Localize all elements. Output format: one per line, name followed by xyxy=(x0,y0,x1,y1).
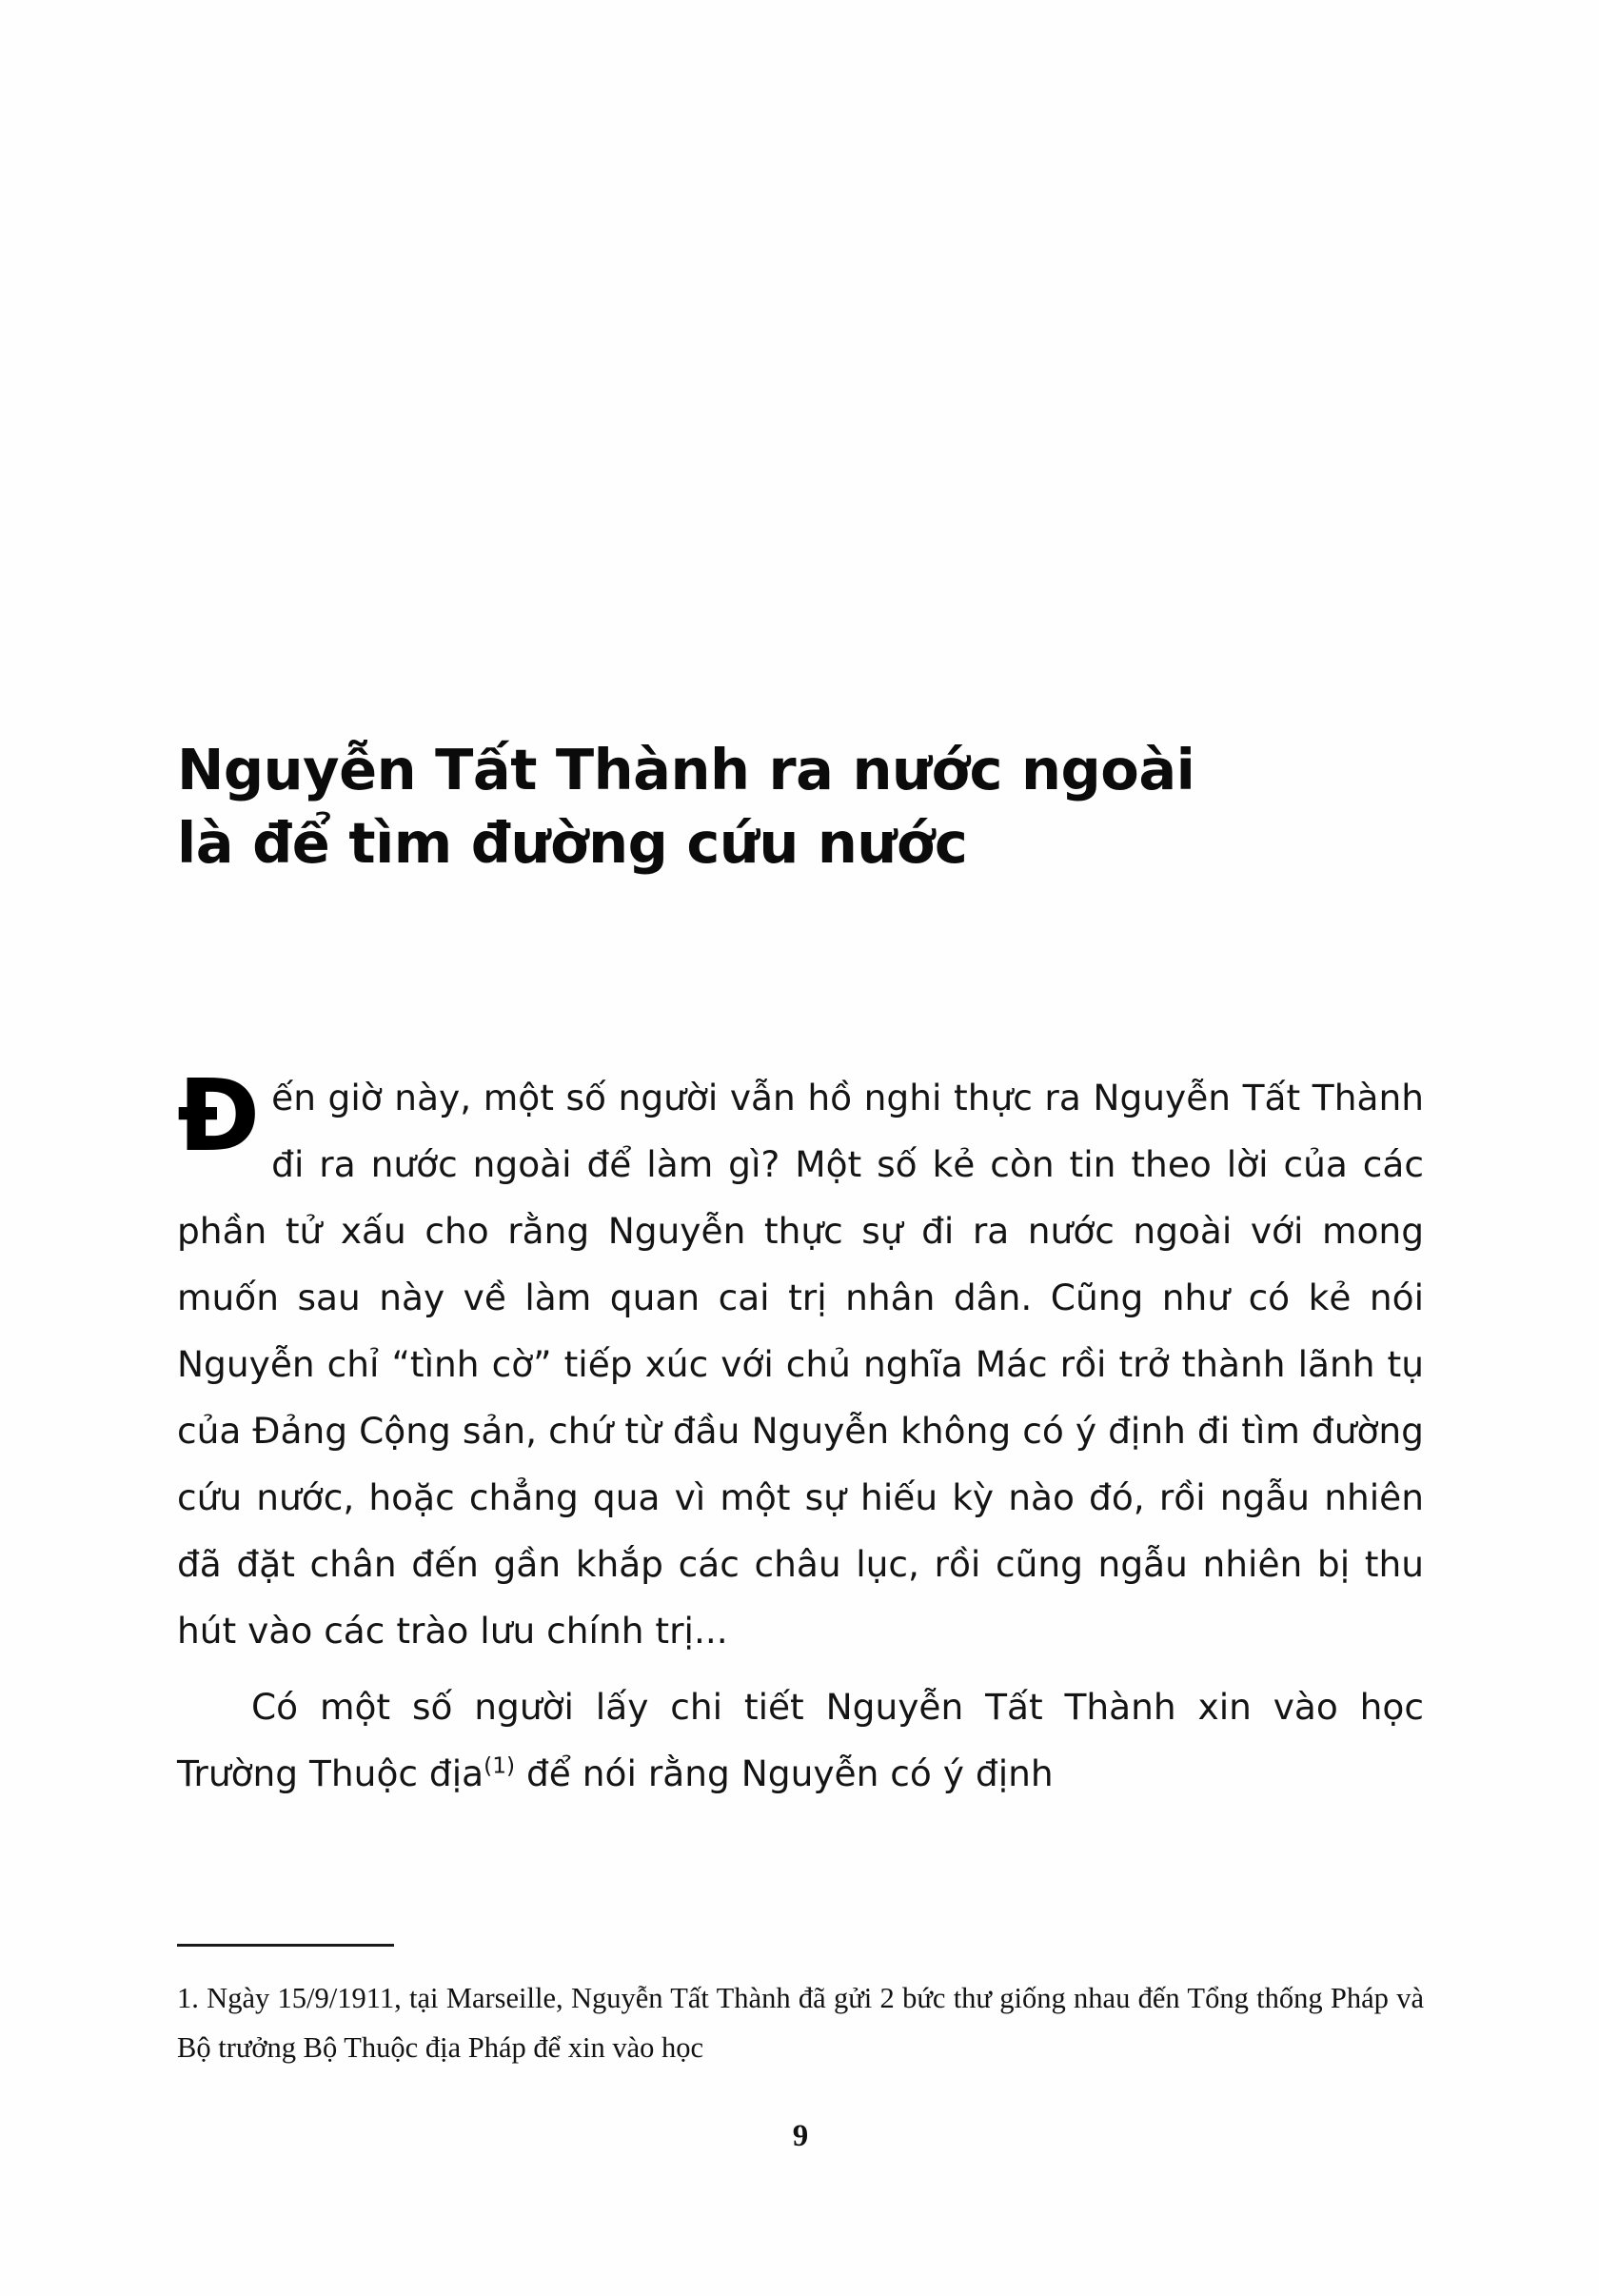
paragraph-2-text-after-ref: để nói rằng Nguyễn có ý định xyxy=(515,1752,1054,1794)
page-title xyxy=(177,733,1424,881)
paragraph-2-text-before-ref: Có một số người lấy chi tiết Nguyễn Tất Thành xin vào học Trường Thuộc địa xyxy=(177,1686,1424,1794)
footnote-area xyxy=(177,1944,1424,2072)
page-number: 9 xyxy=(792,2119,809,2153)
chapter-title-line-1: Nguyễn Tất Thành ra nước ngoài xyxy=(177,736,1195,802)
paragraph-2 xyxy=(177,1673,1424,1807)
drop-cap: Đ xyxy=(177,1058,261,1174)
footnote-reference-marker[interactable]: (1) xyxy=(484,1752,516,1779)
body-text xyxy=(177,1058,1424,1807)
page-content xyxy=(177,0,1424,2296)
paragraph-1 xyxy=(177,1058,1424,1664)
footnote-text: 1. Ngày 15/9/1911, tại Marseille, Nguyễn Tất Thành đã gửi 2 bức thư giống nhau đến Tổng thống Pháp và Bộ trưởng Bộ Thuộc địa Pháp để xin vào học xyxy=(177,1982,1424,2064)
chapter-title-line-2: là để tìm đường cứu nước xyxy=(177,810,968,877)
paragraph-1-text: ến giờ này, một số người vẫn hồ nghi thực ra Nguyễn Tất Thành đi ra nước ngoài để làm gì? Một số kẻ còn tin theo lời của các phần tử xấu cho rằng Nguyễn thực sự đi ra nước ngoài với mong muốn sau này về làm quan cai trị nhân dân. Cũng như có kẻ nói Nguyễn chỉ “tình cờ” tiếp xúc với chủ nghĩa Mác rồi trở thành lãnh tụ của Đảng Cộng sản, chứ từ đầu Nguyễn không có ý định đi tìm đường cứu nước, hoặc chẳng qua vì một sự hiếu kỳ nào đó, rồi ngẫu nhiên đã đặt chân đến gần khắp các châu lục, rồi cũng ngẫu nhiên bị thu hút vào các trào lưu chính trị... xyxy=(177,1077,1424,1652)
footnote-divider xyxy=(177,1944,394,1947)
